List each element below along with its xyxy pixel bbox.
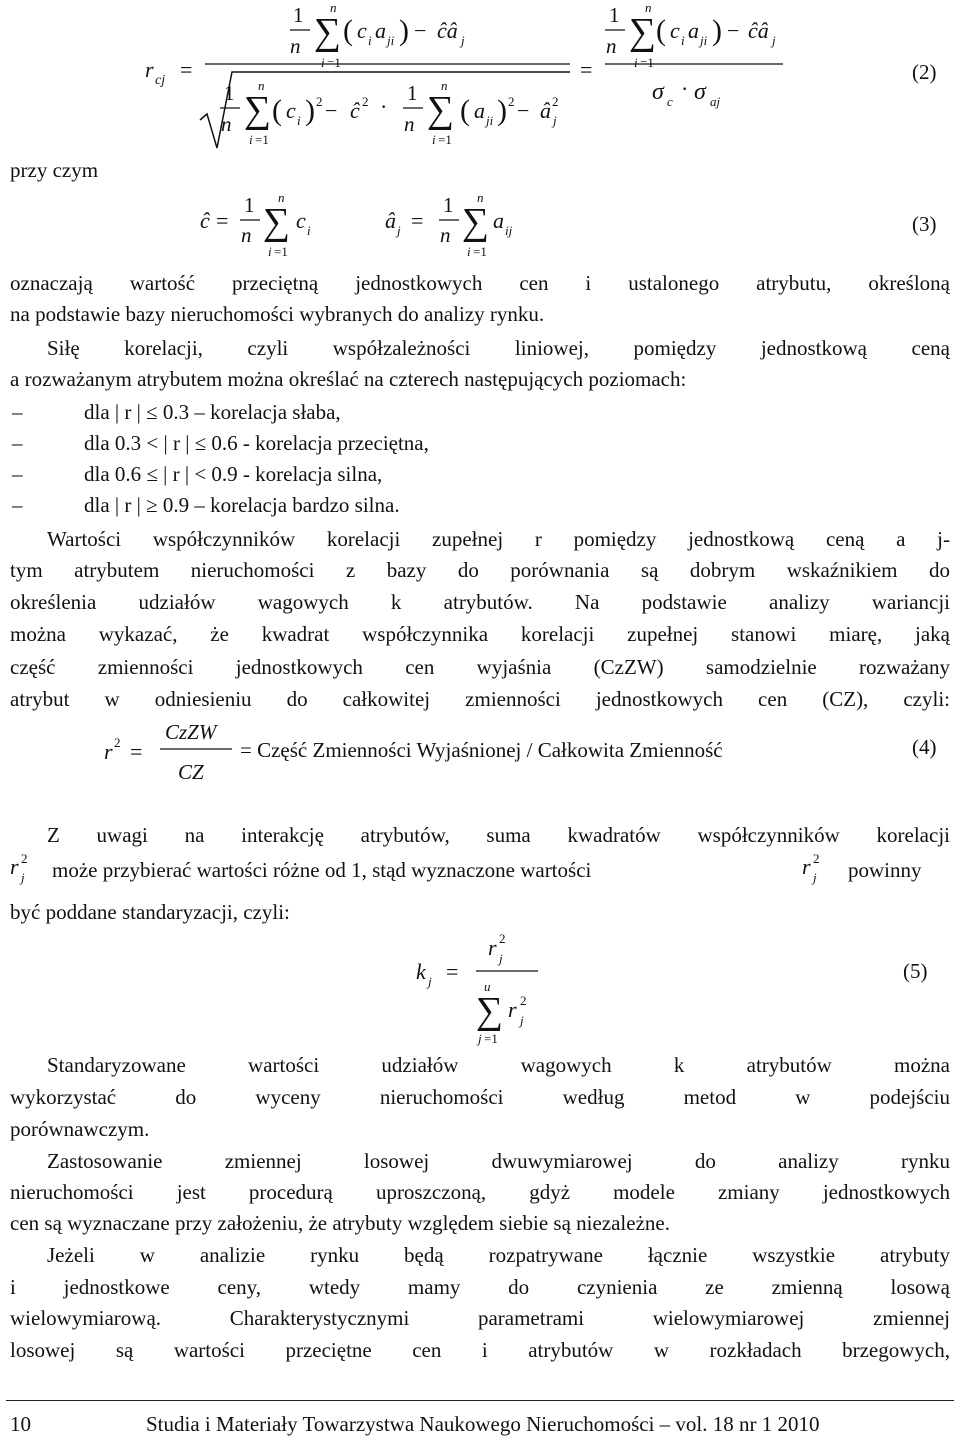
svg-text:n: n: [330, 0, 337, 15]
svg-text:2: 2: [813, 851, 820, 866]
svg-text:ĉâ: ĉâ: [437, 18, 458, 43]
svg-text:∑: ∑: [427, 89, 455, 131]
svg-text:∑: ∑: [244, 89, 272, 131]
svg-text:): ): [399, 14, 409, 47]
svg-text:∑: ∑: [462, 201, 490, 243]
svg-text:r: r: [508, 997, 517, 1022]
svg-text:∑: ∑: [263, 201, 291, 243]
svg-text:=: =: [180, 57, 193, 82]
page-number: 10: [10, 1412, 31, 1436]
level-average: dla 0.3 < | r | ≤ 0.6 - korelacja przeciętna,: [84, 431, 429, 455]
equation-5: [0, 925, 960, 1050]
svg-text:â: â: [385, 208, 396, 233]
svg-text:j: j: [428, 974, 432, 989]
svg-text:σ: σ: [652, 79, 664, 105]
svg-text:n: n: [404, 112, 415, 136]
svg-text:n: n: [241, 223, 252, 247]
przy-czym-label: przy czym: [10, 158, 99, 182]
list-dash: –: [12, 431, 23, 455]
svg-text:n: n: [290, 34, 301, 58]
paragraph-7-line-3: wielowymiarową. Charakterystycznymi parametrami wielowymiarowej zmiennej: [10, 1306, 950, 1330]
svg-text:â: â: [540, 98, 551, 123]
svg-text:r: r: [488, 935, 497, 960]
svg-text:cj: cj: [155, 73, 166, 88]
svg-text:i: i: [467, 244, 471, 259]
paragraph-4-line-3: być poddane standaryzacji, czyli:: [10, 900, 290, 924]
equation-number-5: (5): [903, 959, 928, 983]
svg-text:=: =: [411, 208, 424, 233]
paragraph-7-line-2: i jednostkowe ceny, wtedy mamy do czynienia ze zmienną losową: [10, 1275, 950, 1299]
svg-text:j: j: [461, 33, 465, 48]
svg-text:a: a: [375, 18, 386, 43]
svg-text:2: 2: [520, 993, 527, 1008]
svg-text:1: 1: [407, 81, 418, 105]
svg-text:=: =: [216, 208, 229, 233]
svg-text:2: 2: [499, 931, 506, 946]
svg-text:i: i: [268, 244, 272, 259]
paragraph-3-line-5: część zmienności jednostkowych cen wyjaśnia (CzZW) samodzielnie rozważany: [10, 655, 950, 679]
svg-text:=1: =1: [255, 132, 269, 147]
svg-text:n: n: [606, 34, 617, 58]
svg-text:r: r: [145, 57, 154, 82]
svg-text:1: 1: [443, 193, 454, 217]
paragraph-3-line-2: tym atrybutem nieruchomości z bazy do porównania są dobrym wskaźnikiem do: [10, 558, 950, 582]
svg-text:−: −: [727, 18, 740, 43]
svg-text:r: r: [802, 854, 811, 879]
svg-text:c: c: [667, 94, 673, 109]
equation-4-formula: [0, 715, 260, 795]
svg-text:·: ·: [380, 94, 388, 119]
svg-text:2: 2: [362, 94, 369, 109]
paragraph-3-line-3: określenia udziałów wagowych k atrybutów. Na podstawie analizy wariancji: [10, 590, 950, 614]
svg-text:=1: =1: [640, 55, 654, 70]
journal-footer: Studia i Materiały Towarzystwa Naukowego Nieruchomości – vol. 18 nr 1 2010: [146, 1412, 820, 1436]
equation-number-4: (4): [912, 735, 937, 759]
svg-text:a: a: [474, 98, 485, 123]
paragraph-7-line-4: losowej są wartości przeciętne cen i atrybutów w rozkładach brzegowych,: [10, 1338, 950, 1362]
svg-text:=: =: [446, 959, 459, 984]
svg-text:c: c: [286, 98, 296, 123]
paragraph-3-line-6: atrybut w odniesieniu do całkowitej zmienności jednostkowych cen (CZ), czyli:: [10, 687, 950, 711]
svg-text:=1: =1: [327, 55, 341, 70]
svg-text:=: =: [130, 739, 143, 764]
svg-text:(: (: [656, 14, 666, 47]
svg-text:−: −: [414, 18, 427, 43]
svg-text:i: i: [681, 33, 685, 48]
equation-number-2: (2): [912, 60, 937, 84]
paragraph-1-line-1: oznaczają wartość przeciętną jednostkowych cen i ustalonego atrybutu, określoną: [10, 271, 950, 295]
svg-text:∑: ∑: [476, 990, 504, 1032]
svg-text:ij: ij: [505, 223, 513, 238]
svg-text:i: i: [368, 33, 372, 48]
equation-2-formula: [0, 0, 960, 160]
svg-text:σ: σ: [694, 79, 706, 105]
svg-text:ĉ: ĉ: [200, 208, 210, 233]
paragraph-3-line-1: Wartości współczynników korelacji zupełnej r pomiędzy jednostkową ceną a j-: [47, 527, 950, 551]
svg-text:aj: aj: [710, 94, 721, 109]
svg-text:i: i: [297, 113, 301, 128]
svg-text:j: j: [21, 870, 25, 885]
svg-text:j: j: [520, 1013, 524, 1028]
svg-text:2: 2: [114, 735, 121, 750]
svg-text:2: 2: [21, 851, 28, 866]
paragraph-1-line-2: na podstawie bazy nieruchomości wybranych do analizy rynku.: [10, 302, 545, 326]
svg-text:n: n: [645, 0, 652, 15]
svg-text:∑: ∑: [629, 11, 657, 53]
svg-text:u: u: [484, 979, 491, 994]
svg-text:=1: =1: [484, 1031, 498, 1046]
svg-text:=1: =1: [438, 132, 452, 147]
svg-text:i: i: [307, 223, 311, 238]
svg-text:j: j: [813, 870, 817, 885]
svg-text:): ): [305, 94, 315, 127]
svg-text:n: n: [221, 112, 232, 136]
svg-text:): ): [497, 94, 507, 127]
equation-5-formula: [0, 925, 600, 1050]
svg-text:c: c: [296, 208, 306, 233]
svg-text:n: n: [477, 190, 484, 205]
equation-2: [0, 0, 960, 160]
svg-text:ĉâ: ĉâ: [748, 18, 769, 43]
svg-text:i: i: [249, 132, 253, 147]
paragraph-4-line-2b: powinny: [848, 858, 922, 882]
svg-text:j: j: [397, 223, 401, 238]
svg-text:ĉ: ĉ: [350, 98, 360, 123]
paragraph-2-line-1: Siłę korelacji, czyli współzależności liniowej, pomiędzy jednostkową ceną: [47, 336, 950, 360]
level-very-strong: dla | r | ≥ 0.9 – korelacja bardzo silna.: [84, 493, 400, 517]
footer-divider: [6, 1400, 954, 1401]
svg-text:ji: ji: [387, 33, 395, 48]
paragraph-4-line-1: Z uwagi na interakcję atrybutów, suma kwadratów współczynników korelacji: [47, 823, 950, 847]
svg-text:(: (: [272, 94, 282, 127]
svg-text:1: 1: [293, 3, 304, 27]
paragraph-5-line-3: porównawczym.: [10, 1117, 150, 1141]
svg-text:1: 1: [609, 3, 620, 27]
equation-number-3: (3): [912, 212, 937, 236]
svg-text:−: −: [517, 98, 530, 123]
equation-4: [0, 715, 960, 795]
svg-text:CZ: CZ: [178, 760, 204, 784]
svg-text:ji: ji: [700, 33, 708, 48]
svg-text:·: ·: [681, 76, 689, 101]
equation-4-text: = Część Zmienności Wyjaśnionej / Całkowita Zmienność: [240, 738, 723, 762]
svg-text:i: i: [432, 132, 436, 147]
svg-text:n: n: [278, 190, 285, 205]
svg-text:=1: =1: [473, 244, 487, 259]
svg-text:n: n: [258, 78, 265, 93]
paragraph-7-line-1: Jeżeli w analizie rynku będą rozpatrywane łącznie wszystkie atrybuty: [47, 1243, 950, 1267]
svg-text:a: a: [688, 18, 699, 43]
svg-text:n: n: [441, 78, 448, 93]
svg-text:n: n: [440, 223, 451, 247]
svg-text:∑: ∑: [314, 11, 342, 53]
svg-text:1: 1: [224, 81, 235, 105]
svg-text:=: =: [580, 57, 593, 82]
paragraph-5-line-2: wykorzystać do wyceny nieruchomości według metod w podejściu: [10, 1085, 950, 1109]
svg-text:1: 1: [244, 193, 255, 217]
svg-text:c: c: [357, 18, 367, 43]
svg-text:j: j: [553, 113, 557, 128]
svg-text:i: i: [321, 55, 325, 70]
svg-text:i: i: [634, 55, 638, 70]
equation-3: [0, 180, 960, 265]
svg-text:a: a: [493, 208, 504, 233]
svg-text:r: r: [104, 739, 113, 764]
paragraph-4-line-2a: może przybierać wartości różne od 1, stąd wyznaczone wartości: [52, 858, 592, 882]
svg-text:c: c: [670, 18, 680, 43]
level-weak: dla | r | ≤ 0.3 – korelacja słaba,: [84, 400, 341, 424]
paragraph-3-line-4: można wykazać, że kwadrat współczynnika korelacji zupełnej stanowi miarę, jaką: [10, 622, 950, 646]
svg-text:(: (: [343, 14, 353, 47]
svg-text:2: 2: [552, 94, 559, 109]
svg-text:−: −: [325, 98, 338, 123]
svg-text:r: r: [10, 854, 19, 879]
svg-text:(: (: [460, 94, 470, 127]
svg-text:k: k: [416, 959, 426, 984]
paragraph-6-line-1: Zastosowanie zmiennej losowej dwuwymiarowej do analizy rynku: [47, 1149, 950, 1173]
list-dash: –: [12, 400, 23, 424]
svg-text:): ): [712, 14, 722, 47]
paragraph-6-line-3: cen są wyznaczane przy założeniu, że atrybuty względem siebie są niezależne.: [10, 1211, 670, 1235]
svg-text:=1: =1: [274, 244, 288, 259]
paragraph-5-line-1: Standaryzowane wartości udziałów wagowych k atrybutów można: [47, 1053, 950, 1077]
svg-text:ji: ji: [486, 113, 494, 128]
equation-3-formula: [0, 180, 960, 265]
paragraph-2-line-2: a rozważanym atrybutem można określać na czterech następujących poziomach:: [10, 367, 687, 391]
paragraph-6-line-2: nieruchomości jest procedurą uproszczoną, gdyż modele zmiany jednostkowych: [10, 1180, 950, 1204]
r-j-squared-symbol: [8, 846, 48, 886]
svg-text:j: j: [478, 1031, 482, 1046]
svg-text:j: j: [772, 33, 776, 48]
r-j-squared-symbol: [800, 846, 840, 886]
svg-text:2: 2: [508, 94, 515, 109]
level-strong: dla 0.6 ≤ | r | < 0.9 - korelacja silna,: [84, 462, 383, 486]
svg-text:j: j: [499, 951, 503, 966]
list-dash: –: [12, 462, 23, 486]
svg-text:CzZW: CzZW: [165, 720, 217, 744]
list-dash: –: [12, 493, 23, 517]
svg-text:2: 2: [316, 94, 323, 109]
